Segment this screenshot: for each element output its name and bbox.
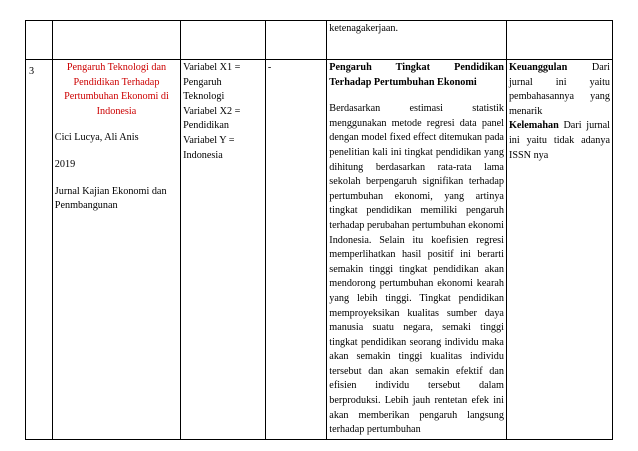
article-year: 2019 xyxy=(54,158,76,170)
article-journal: Jurnal Kajian Ekonomi dan Penmbangunan xyxy=(54,185,167,212)
literature-review-table xyxy=(25,20,613,440)
variable-line: Variabel Y = xyxy=(183,134,235,146)
result-heading: Pengaruh Tingkat Pendidikan xyxy=(329,62,504,73)
cell-variables xyxy=(181,60,266,440)
table-row xyxy=(26,60,613,440)
variable-line: Variabel X2 = xyxy=(183,105,241,117)
variable-line: Indonesia xyxy=(183,149,223,161)
variable-line: Pengaruh xyxy=(183,76,222,88)
advantage-note xyxy=(509,61,610,119)
article-title: Pengaruh Teknologi dan Pendidikan Terhadap Pertumbuhan Ekonomi di Indonesia xyxy=(64,62,169,117)
row-number: 3 xyxy=(29,66,35,77)
dash-text: - xyxy=(267,62,272,73)
variable-line: Pendidikan xyxy=(183,120,229,132)
weakness-text: Dari jurnal ini yaitu tidak adanya ISSN nya xyxy=(508,120,610,161)
variable-line: Variabel X1 = xyxy=(183,62,241,73)
cell-title xyxy=(52,60,180,440)
table-row xyxy=(26,21,613,60)
weakness-note xyxy=(509,119,610,163)
weakness-label: Kelemahan xyxy=(508,120,559,132)
cell-notes-prev xyxy=(506,21,612,60)
cell-empty-prev xyxy=(265,21,326,60)
advantage-text: Dari jurnal ini yaitu pembahasannya yang menarik xyxy=(508,62,610,117)
result-heading-2: Terhadap Pertumbuhan Ekonomi xyxy=(329,76,477,88)
cell-notes xyxy=(506,60,612,440)
result-tail-text: ketenagakerjaan. xyxy=(329,23,399,34)
cell-empty xyxy=(265,60,326,440)
cell-title-prev xyxy=(52,21,180,60)
cell-result-prev xyxy=(327,21,507,60)
article-authors: Cici Lucya, Ali Anis xyxy=(54,132,139,144)
result-body: Berdasarkan estimasi statistik menggunakan metode regresi data panel dengan model fixed effect ditemukan pada penelitian kali ini tingkat pendidikan yang dihitung berdasarkan rata-rata lama sekolah berpengaruh signifikan terhadap pertumbuhan ekonomi, yang artinya tingkat pendidikan memiliki pengaruh terhadap perubahan pertumbuhan ekonomi Indonesia. Selain itu koefisien regresi memperlihatkan hasil positif ini berarti semakin tinggi tingkat pendidikan akan mendorong pertumbuhan ekonomi kearah yang lebih tinggi. Tingkat pendidikan memproyeksikan kualitas sumber daya manusia suatu negara, semaki tinggi tingkat pendidikan seorang individu maka akan semakin tinggi kualitas individu tersebut dan akan semakin efektif dan efisien individu tersebut dalam berproduksi. Lebih jauh rentetan efek ini akan memberikan pengaruh langsung terhadap pertumbuhan xyxy=(329,103,504,436)
variable-line: Teknologi xyxy=(183,91,225,103)
cell-result xyxy=(327,60,507,440)
cell-number-prev xyxy=(26,21,53,60)
cell-variables-prev xyxy=(181,21,266,60)
cell-number xyxy=(26,60,53,440)
advantage-label: Keuanggulan xyxy=(508,62,568,73)
